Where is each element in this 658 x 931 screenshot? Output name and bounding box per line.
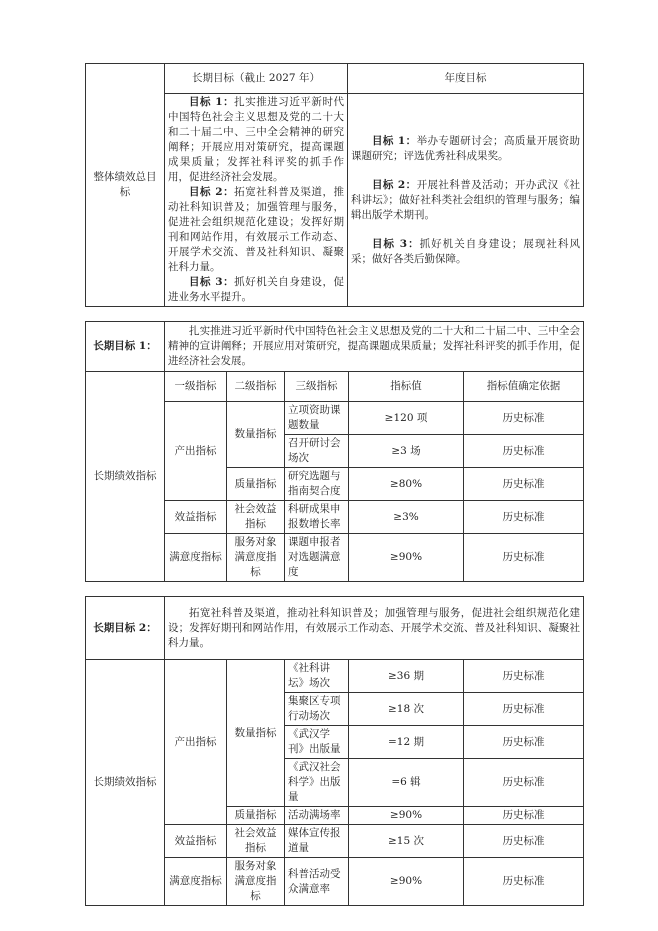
annual-goal-2: 目标 2：开展社科普及活动；开办武汉《社科讲坛》；做好社科类社会组织的管理与服务；编辑出版学术期刊。	[351, 178, 580, 221]
value-cell: ≥18 次	[349, 693, 464, 726]
level3-cell: 《社科讲坛》场次	[285, 660, 349, 693]
long-goal-1: 目标 1：扎实推进习近平新时代中国特色社会主义思想及党的二十大和二十届二中、三中全会精神的研究阐释；开展应用对策研究，提高课题成果质量；发挥社科评奖的抓手作用，促进经济社会发展。	[168, 96, 344, 183]
table-row	[86, 660, 584, 693]
annual-goal-1: 目标 1：举办专题研讨会；高质量开展资助课题研究；评选优秀社科成果奖。	[351, 134, 580, 162]
g1-satisfaction-indicator: 满意度指标	[165, 534, 227, 582]
level3-cell: 课题申报者对选题满意度	[285, 534, 349, 582]
level3-cell: 召开研讨会场次	[285, 435, 349, 468]
goal1-text: 扎实推进习近平新时代中国特色社会主义思想及党的二十大和二十届二中、三中全会精神的宣讲阐释；开展应用对策研究，提高课题成果质量；发挥社科评奖的抓手作用，促进经济社会发展。	[165, 322, 584, 372]
goal2-table	[85, 596, 584, 906]
g2-social-indicator: 社会效益指标	[227, 825, 285, 858]
value-cell: =6 辑	[349, 759, 464, 807]
g2-satisfaction-indicator: 满意度指标	[165, 858, 227, 906]
g1-service-indicator: 服务对象满意度指标	[227, 534, 285, 582]
long-term-header: 长期目标（截止 2027 年）	[165, 64, 348, 94]
goal2-section-label: 长期绩效指标	[86, 660, 165, 906]
goal1-section-label: 长期绩效指标	[86, 372, 165, 582]
value-cell: ≥36 期	[349, 660, 464, 693]
value-cell: ≥90%	[349, 807, 464, 825]
goal2-text: 拓宽社科普及渠道，推动社科知识普及；加强管理与服务，促进社会组织规范化建设；发挥好期刊和网站作用，有效展示工作动态、开展学术交流、普及社科知识、凝聚社科力量。	[165, 597, 584, 660]
value-cell: ≥3 场	[349, 435, 464, 468]
basis-cell: 历史标准	[464, 693, 584, 726]
basis-cell: 历史标准	[464, 858, 584, 906]
header-level3: 三级指标	[285, 372, 349, 402]
long-goal-2: 目标 2：拓宽社科普及渠道，推动社科知识普及；加强管理与服务，促进社会组织规范化建设；发挥好期刊和网站作用，有效展示工作动态、开展学术交流、普及社科知识、凝聚社科力量。	[168, 186, 344, 273]
basis-cell: 历史标准	[464, 726, 584, 759]
g1-quantity-indicator: 数量指标	[227, 402, 285, 468]
g2-quantity-indicator: 数量指标	[227, 660, 285, 807]
basis-cell: 历史标准	[464, 402, 584, 435]
header-value: 指标值	[349, 372, 464, 402]
goal2-label: 长期目标 2：	[86, 597, 165, 660]
level3-cell: 媒体宣传报道量	[285, 825, 349, 858]
basis-cell: 历史标准	[464, 468, 584, 501]
level3-cell: 科普活动受众满意率	[285, 858, 349, 906]
g1-social-indicator: 社会效益指标	[227, 501, 285, 534]
goal1-table	[85, 321, 584, 582]
g2-service-indicator: 服务对象满意度指标	[227, 858, 285, 906]
value-cell: ≥120 项	[349, 402, 464, 435]
basis-cell: 历史标准	[464, 501, 584, 534]
basis-cell: 历史标准	[464, 435, 584, 468]
value-cell: =12 期	[349, 726, 464, 759]
basis-cell: 历史标准	[464, 807, 584, 825]
level3-cell: 《武汉社会科学》出版量	[285, 759, 349, 807]
annual-header: 年度目标	[348, 64, 584, 94]
annual-goal-3: 目标 3：抓好机关自身建设；展现社科风采；做好各类后勤保障。	[351, 237, 580, 265]
value-cell: ≥80%	[349, 468, 464, 501]
header-basis: 指标值确定依据	[464, 372, 584, 402]
value-cell: ≥3%	[349, 501, 464, 534]
g1-benefit-indicator: 效益指标	[165, 501, 227, 534]
level3-cell: 《武汉学刊》出版量	[285, 726, 349, 759]
level3-cell: 研究选题与指南契合度	[285, 468, 349, 501]
g1-quality-indicator: 质量指标	[227, 468, 285, 501]
basis-cell: 历史标准	[464, 759, 584, 807]
g1-output-indicator: 产出指标	[165, 402, 227, 501]
goal1-label: 长期目标 1：	[86, 322, 165, 372]
performance-goals-document	[85, 63, 583, 906]
value-cell: ≥15 次	[349, 825, 464, 858]
g2-benefit-indicator: 效益指标	[165, 825, 227, 858]
value-cell: ≥90%	[349, 534, 464, 582]
g2-output-indicator: 产出指标	[165, 660, 227, 825]
annual-goals-cell	[348, 94, 584, 307]
basis-cell: 历史标准	[464, 534, 584, 582]
g2-quality-indicator: 质量指标	[227, 807, 285, 825]
level3-cell: 立项资助课题数量	[285, 402, 349, 435]
overall-goals-table	[85, 63, 584, 307]
basis-cell: 历史标准	[464, 825, 584, 858]
header-level2: 二级指标	[227, 372, 285, 402]
long-goal-3: 目标 3：抓好机关自身建设，促进业务水平提升。	[168, 276, 344, 303]
long-term-goals-cell	[165, 94, 348, 307]
level3-cell: 集聚区专项行动场次	[285, 693, 349, 726]
overall-goals-label: 整体绩效总目标	[86, 64, 165, 307]
value-cell: ≥90%	[349, 858, 464, 906]
level3-cell: 活动满场率	[285, 807, 349, 825]
basis-cell: 历史标准	[464, 660, 584, 693]
header-level1: 一级指标	[165, 372, 227, 402]
level3-cell: 科研成果申报数增长率	[285, 501, 349, 534]
